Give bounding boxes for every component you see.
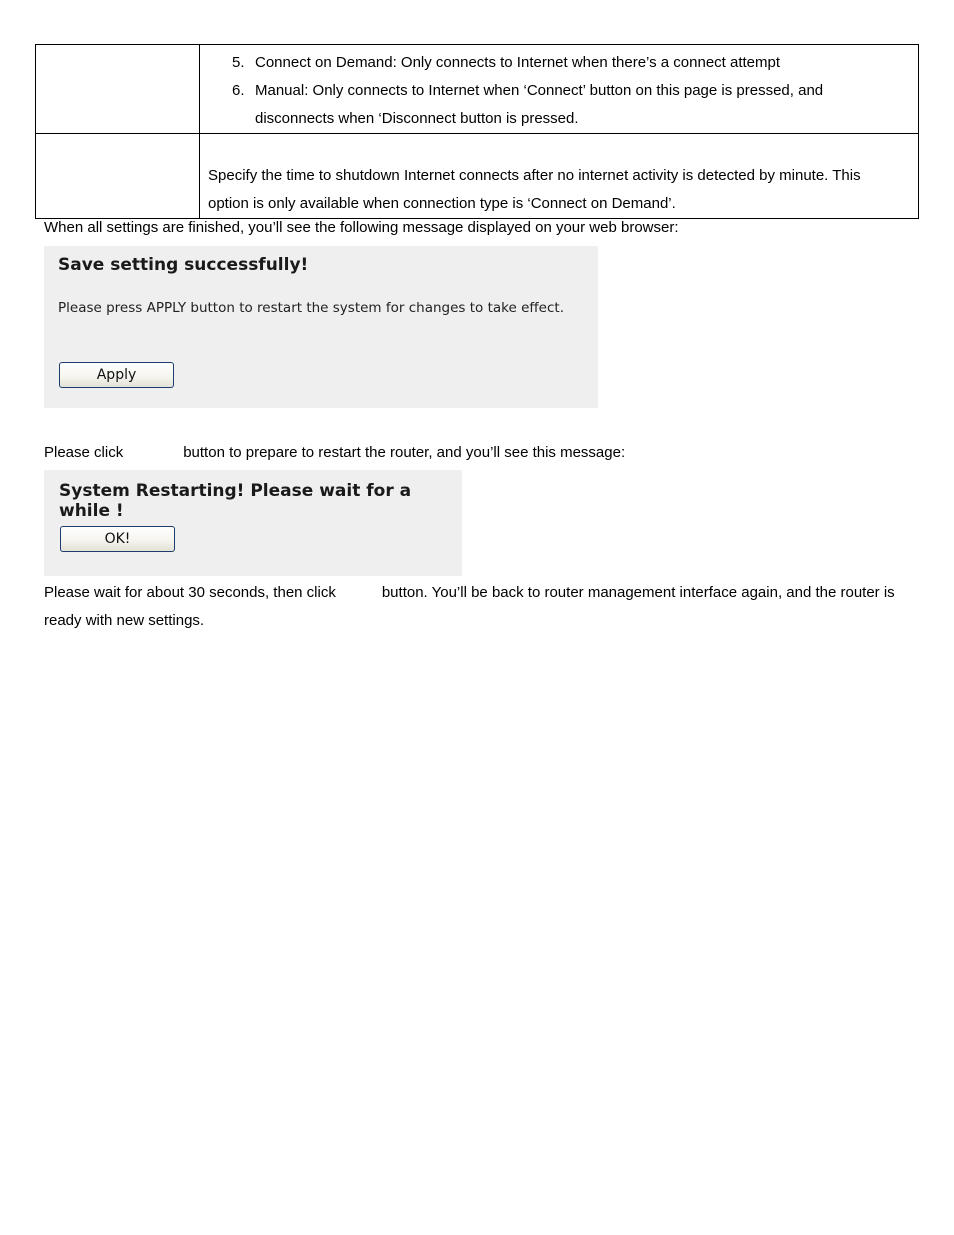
click-apply-text-before: Please click <box>44 444 124 461</box>
list-item-text: Manual: Only connects to Internet when ‘Connect’ button on this page is pressed, and disconnects when ‘Disconnect button is pressed. <box>255 82 824 127</box>
click-apply-paragraph <box>44 439 625 467</box>
table-label-cell <box>36 45 200 134</box>
wait-paragraph <box>44 579 914 635</box>
list-item <box>200 49 918 77</box>
save-success-title: Save setting successfully! <box>58 255 309 275</box>
save-success-panel <box>44 246 598 408</box>
connection-type-list <box>200 45 918 133</box>
table-value-cell <box>200 134 919 219</box>
list-item-text: Connect on Demand: Only connects to Internet when there’s a connect attempt <box>255 54 781 71</box>
table-row <box>36 134 919 219</box>
settings-table <box>35 44 919 219</box>
wait-text-before: Please wait for about 30 seconds, then click <box>44 584 336 601</box>
wait-text-after: button. You’ll be back to router management interface again, and the router is ready with new settings. <box>44 584 895 629</box>
list-item-number: 5. <box>232 54 245 71</box>
settings-finished-paragraph: When all settings are finished, you’ll see the following message displayed on your web browser: <box>44 219 679 236</box>
list-item <box>200 77 918 133</box>
table-row <box>36 45 919 134</box>
save-success-message: Please press APPLY button to restart the system for changes to take effect. <box>58 300 564 316</box>
idle-time-description: Specify the time to shutdown Internet connects after no internet activity is detected by minute. This option is only available when connection type is ‘Connect on Demand’. <box>208 167 861 212</box>
ok-button[interactable]: OK! <box>60 526 175 552</box>
table-label-cell <box>36 134 200 219</box>
restart-panel <box>44 470 462 576</box>
table-value-cell <box>200 45 919 134</box>
click-apply-text-after: button to prepare to restart the router, and you’ll see this message: <box>183 444 626 461</box>
apply-button[interactable]: Apply <box>59 362 174 388</box>
restart-title: System Restarting! Please wait for a while ! <box>59 481 412 521</box>
list-item-number: 6. <box>232 82 245 99</box>
